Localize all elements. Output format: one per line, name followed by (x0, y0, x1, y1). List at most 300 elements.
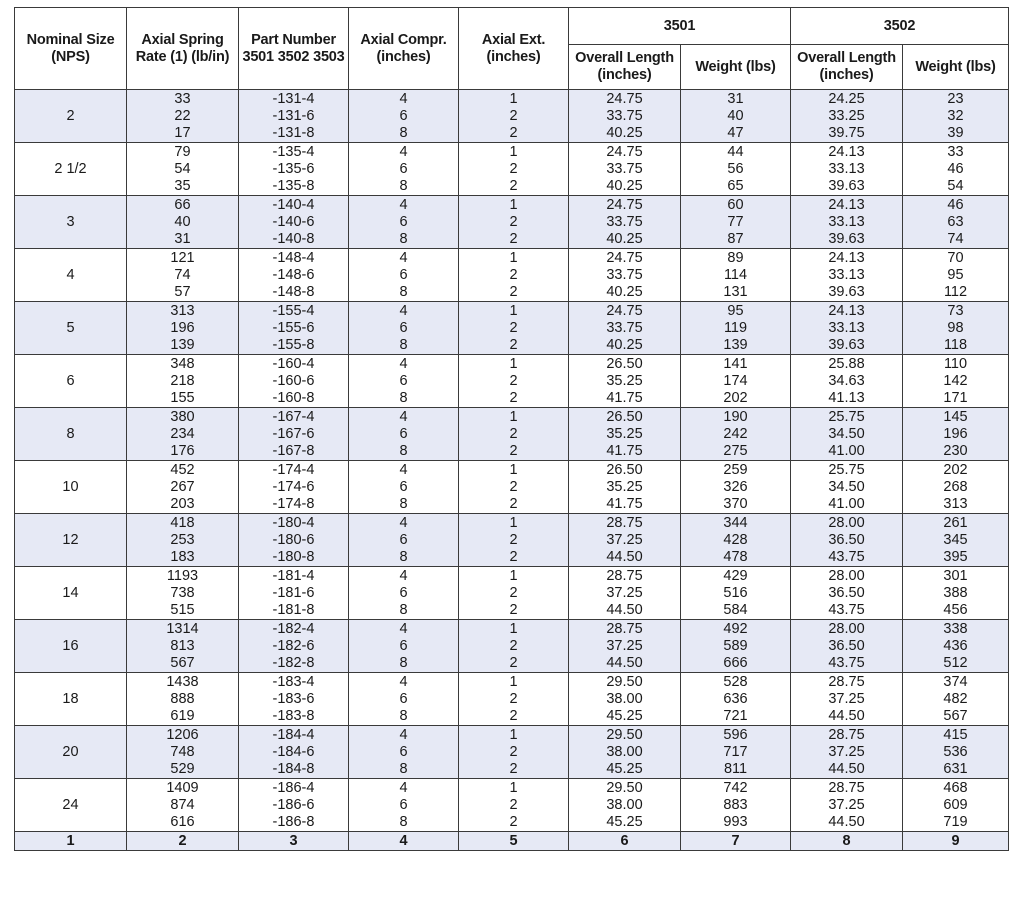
cell-value: 87 (727, 230, 744, 247)
cell-value: 46 (947, 160, 964, 177)
cell-value: 1 (509, 302, 518, 319)
cell-value: 77 (727, 213, 744, 230)
cell-weight-3502 (903, 196, 1009, 249)
cell-value: 4 (399, 408, 408, 425)
header-group-3501: 3501 (569, 8, 791, 45)
cell-weight-3502 (903, 408, 1009, 461)
cell-value: 6 (399, 372, 408, 389)
cell-value: 66 (174, 196, 191, 213)
cell-value: 2 (509, 813, 518, 830)
column-number: 9 (903, 832, 1009, 851)
cell-value: 1438 (166, 673, 199, 690)
column-number: 1 (15, 832, 127, 851)
cell-value: 2 (509, 442, 518, 459)
cell-value: 8 (399, 654, 408, 671)
header-line: Part Number (251, 31, 336, 48)
cell-axial-ext (459, 567, 569, 620)
cell-weight-3501 (681, 726, 791, 779)
cell-value: 596 (723, 726, 748, 743)
cell-value: 44 (727, 143, 744, 160)
cell-value: 36.50 (828, 637, 865, 654)
cell-spring-rate (127, 779, 239, 832)
cell-value: 1 (509, 726, 518, 743)
cell-value: 6 (399, 690, 408, 707)
cell-value: 1314 (166, 620, 199, 637)
cell-value: -184-4 (272, 726, 315, 743)
cell-axial-compr (349, 196, 459, 249)
cell-value: -155-6 (272, 319, 315, 336)
cell-value: 33.75 (606, 213, 643, 230)
cell-value: 2 (509, 283, 518, 300)
cell-value: -131-8 (272, 124, 315, 141)
cell-axial-compr (349, 249, 459, 302)
cell-weight-3501 (681, 143, 791, 196)
header-line: (lb/in) (191, 48, 230, 65)
cell-value: 2 (509, 690, 518, 707)
cell-value: 6 (399, 743, 408, 760)
cell-value: 95 (727, 302, 744, 319)
cell-value: 25.88 (828, 355, 865, 372)
pipe-expansion-spec-table (14, 7, 1009, 851)
cell-value: 119 (723, 319, 748, 336)
cell-value: 43.75 (828, 548, 865, 565)
cell-spring-rate (127, 90, 239, 143)
cell-weight-3502 (903, 249, 1009, 302)
cell-value: 44.50 (606, 654, 643, 671)
cell-weight-3502 (903, 620, 1009, 673)
cell-axial-compr (349, 673, 459, 726)
cell-value: 2 (509, 654, 518, 671)
cell-value: 24.75 (606, 249, 643, 266)
cell-weight-3501 (681, 90, 791, 143)
cell-length-3502 (791, 249, 903, 302)
cell-value: -174-8 (272, 495, 315, 512)
cell-axial-ext (459, 249, 569, 302)
cell-spring-rate (127, 673, 239, 726)
cell-value: 47 (727, 124, 744, 141)
cell-value: 70 (947, 249, 964, 266)
cell-value: 46 (947, 196, 964, 213)
cell-value: 267 (170, 478, 195, 495)
header-line: Axial (481, 31, 516, 48)
cell-value: 428 (723, 531, 748, 548)
cell-value: 338 (943, 620, 968, 637)
cell-value: 39.63 (828, 230, 865, 247)
cell-value: 4 (399, 90, 408, 107)
header-overall-length-3501 (569, 45, 681, 90)
table-row (15, 249, 1009, 302)
cell-value: -174-6 (272, 478, 315, 495)
cell-value: 2 (509, 319, 518, 336)
cell-value: 24.75 (606, 143, 643, 160)
header-line: Compr. (397, 31, 447, 48)
cell-value: 40.25 (606, 177, 643, 194)
cell-axial-ext (459, 673, 569, 726)
cell-value: 8 (399, 283, 408, 300)
cell-value: 1 (509, 355, 518, 372)
cell-value: 54 (947, 177, 964, 194)
cell-value: 24.13 (828, 196, 865, 213)
cell-axial-ext (459, 196, 569, 249)
cell-value: 45.25 (606, 707, 643, 724)
cell-value: 40.25 (606, 336, 643, 353)
cell-value: -167-6 (272, 425, 315, 442)
cell-value: 24.25 (828, 90, 865, 107)
cell-value: 45.25 (606, 813, 643, 830)
cell-value: 242 (723, 425, 748, 442)
cell-axial-compr (349, 620, 459, 673)
cell-value: 24.75 (606, 196, 643, 213)
cell-value: 26.50 (606, 408, 643, 425)
cell-value: 1 (509, 196, 518, 213)
cell-value: 33.75 (606, 266, 643, 283)
cell-value: 8 (399, 813, 408, 830)
cell-value: -181-6 (272, 584, 315, 601)
cell-value: 28.75 (828, 779, 865, 796)
cell-value: 118 (943, 336, 968, 353)
cell-spring-rate (127, 355, 239, 408)
cell-value: 29.50 (606, 726, 643, 743)
cell-value: 139 (170, 336, 195, 353)
cell-weight-3502 (903, 514, 1009, 567)
header-line: 3501 (242, 48, 274, 65)
table-row (15, 673, 1009, 726)
table-row (15, 620, 1009, 673)
cell-value: -180-8 (272, 548, 315, 565)
cell-value: 261 (943, 514, 968, 531)
cell-part-number (239, 196, 349, 249)
cell-value: 874 (170, 796, 195, 813)
cell-value: 2 (509, 478, 518, 495)
cell-value: -186-6 (272, 796, 315, 813)
header-line: (inches) (597, 67, 652, 83)
cell-value: 35.25 (606, 372, 643, 389)
cell-value: 2 (509, 177, 518, 194)
header-line: Ext. (519, 31, 546, 48)
cell-axial-ext (459, 620, 569, 673)
header-line: Weight (695, 58, 743, 75)
cell-value: -160-8 (272, 389, 315, 406)
column-number: 3 (239, 832, 349, 851)
cell-length-3502 (791, 302, 903, 355)
cell-value: -160-4 (272, 355, 315, 372)
cell-value: 4 (399, 567, 408, 584)
cell-value: 6 (399, 266, 408, 283)
cell-weight-3502 (903, 355, 1009, 408)
cell-value: 17 (174, 124, 191, 141)
cell-value: 529 (170, 760, 195, 777)
cell-axial-compr (349, 408, 459, 461)
cell-value: -167-8 (272, 442, 315, 459)
cell-value: 567 (943, 707, 968, 724)
cell-axial-compr (349, 143, 459, 196)
cell-value: -181-8 (272, 601, 315, 618)
cell-value: 8 (399, 495, 408, 512)
cell-value: 4 (399, 355, 408, 372)
cell-value: 4 (399, 726, 408, 743)
cell-value: 28.75 (606, 514, 643, 531)
cell-value: 32 (947, 107, 964, 124)
cell-value: 121 (170, 249, 195, 266)
cell-value: 28.75 (828, 726, 865, 743)
cell-value: 202 (943, 461, 968, 478)
cell-part-number (239, 673, 349, 726)
cell-value: 44.50 (828, 760, 865, 777)
cell-value: 8 (399, 548, 408, 565)
cell-value: 1 (509, 143, 518, 160)
cell-value: 345 (943, 531, 968, 548)
cell-value: 738 (170, 584, 195, 601)
header-line: (NPS) (51, 48, 90, 65)
header-axial-compr (349, 8, 459, 90)
header-line: (inches) (376, 48, 431, 65)
cell-value: 139 (723, 336, 748, 353)
cell-value: 44.50 (828, 707, 865, 724)
header-line: 3503 (313, 48, 345, 65)
cell-value: 37.25 (606, 531, 643, 548)
cell-value: 114 (723, 266, 748, 283)
cell-value: 141 (723, 355, 748, 372)
cell-part-number (239, 408, 349, 461)
cell-value: 41.13 (828, 389, 865, 406)
cell-weight-3501 (681, 620, 791, 673)
header-line: Nominal (26, 31, 83, 48)
cell-value: -182-8 (272, 654, 315, 671)
table-row (15, 514, 1009, 567)
cell-value: 25.75 (828, 408, 865, 425)
cell-value: 313 (943, 495, 968, 512)
cell-value: 313 (170, 302, 195, 319)
cell-length-3501 (569, 620, 681, 673)
cell-value: 719 (943, 813, 968, 830)
cell-value: 2 (509, 266, 518, 283)
cell-value: 56 (727, 160, 744, 177)
column-number: 2 (127, 832, 239, 851)
cell-value: 619 (170, 707, 195, 724)
cell-value: 40 (174, 213, 191, 230)
cell-value: 452 (170, 461, 195, 478)
cell-value: 380 (170, 408, 195, 425)
cell-value: 2 (509, 584, 518, 601)
cell-part-number (239, 90, 349, 143)
cell-nominal-size: 14 (15, 567, 127, 620)
header-axial-ext (459, 8, 569, 90)
cell-value: 2 (509, 531, 518, 548)
cell-value: 631 (943, 760, 968, 777)
cell-value: -183-8 (272, 707, 315, 724)
cell-nominal-size: 20 (15, 726, 127, 779)
cell-value: 344 (723, 514, 748, 531)
cell-axial-ext (459, 408, 569, 461)
cell-value: 8 (399, 177, 408, 194)
cell-value: 2 (509, 548, 518, 565)
cell-value: 1 (509, 249, 518, 266)
cell-value: -180-6 (272, 531, 315, 548)
cell-length-3502 (791, 461, 903, 514)
cell-value: 196 (943, 425, 968, 442)
cell-value: 218 (170, 372, 195, 389)
cell-value: 41.00 (828, 495, 865, 512)
cell-value: 512 (943, 654, 968, 671)
table-row (15, 567, 1009, 620)
cell-value: 131 (723, 283, 748, 300)
cell-value: 44.50 (606, 601, 643, 618)
cell-value: 31 (174, 230, 191, 247)
cell-value: 492 (723, 620, 748, 637)
cell-value: 253 (170, 531, 195, 548)
cell-value: 41.75 (606, 389, 643, 406)
cell-length-3502 (791, 90, 903, 143)
cell-value: 38.00 (606, 743, 643, 760)
cell-value: 28.75 (828, 673, 865, 690)
cell-axial-compr (349, 726, 459, 779)
cell-value: -167-4 (272, 408, 315, 425)
cell-value: 4 (399, 620, 408, 637)
cell-value: 29.50 (606, 779, 643, 796)
cell-spring-rate (127, 726, 239, 779)
cell-value: 44.50 (828, 813, 865, 830)
cell-value: -182-6 (272, 637, 315, 654)
cell-part-number (239, 567, 349, 620)
cell-value: 6 (399, 478, 408, 495)
cell-value: 528 (723, 673, 748, 690)
cell-weight-3502 (903, 567, 1009, 620)
cell-value: 33 (947, 143, 964, 160)
cell-value: 8 (399, 389, 408, 406)
cell-value: 2 (509, 107, 518, 124)
cell-value: -155-4 (272, 302, 315, 319)
cell-value: 2 (509, 372, 518, 389)
cell-value: 259 (723, 461, 748, 478)
cell-value: 4 (399, 779, 408, 796)
cell-axial-ext (459, 461, 569, 514)
cell-value: 8 (399, 601, 408, 618)
cell-value: 2 (509, 425, 518, 442)
cell-weight-3502 (903, 726, 1009, 779)
cell-value: 33.13 (828, 319, 865, 336)
cell-value: 33.75 (606, 160, 643, 177)
cell-value: 36.50 (828, 584, 865, 601)
cell-value: 43.75 (828, 654, 865, 671)
cell-value: 813 (170, 637, 195, 654)
cell-weight-3501 (681, 567, 791, 620)
cell-value: 6 (399, 584, 408, 601)
cell-value: 1 (509, 461, 518, 478)
cell-value: 456 (943, 601, 968, 618)
cell-nominal-size: 12 (15, 514, 127, 567)
cell-value: -155-8 (272, 336, 315, 353)
cell-value: 34.50 (828, 425, 865, 442)
cell-value: 28.00 (828, 620, 865, 637)
cell-value: -183-4 (272, 673, 315, 690)
column-number: 5 (459, 832, 569, 851)
cell-part-number (239, 143, 349, 196)
cell-value: 155 (170, 389, 195, 406)
table-row (15, 196, 1009, 249)
cell-value: 95 (947, 266, 964, 283)
cell-value: 37.25 (828, 743, 865, 760)
cell-axial-ext (459, 355, 569, 408)
cell-length-3501 (569, 302, 681, 355)
cell-value: 29.50 (606, 673, 643, 690)
cell-nominal-size: 6 (15, 355, 127, 408)
table-footer (15, 832, 1009, 851)
cell-value: -182-4 (272, 620, 315, 637)
cell-value: 326 (723, 478, 748, 495)
cell-value: -183-6 (272, 690, 315, 707)
cell-value: -148-8 (272, 283, 315, 300)
cell-spring-rate (127, 249, 239, 302)
cell-value: 24.75 (606, 302, 643, 319)
cell-part-number (239, 302, 349, 355)
cell-value: 1 (509, 673, 518, 690)
cell-length-3502 (791, 567, 903, 620)
cell-value: 202 (723, 389, 748, 406)
cell-value: 748 (170, 743, 195, 760)
cell-value: 74 (174, 266, 191, 283)
cell-value: 8 (399, 230, 408, 247)
cell-value: 41.75 (606, 495, 643, 512)
cell-axial-ext (459, 779, 569, 832)
cell-value: 616 (170, 813, 195, 830)
cell-weight-3501 (681, 196, 791, 249)
cell-value: 40.25 (606, 283, 643, 300)
cell-weight-3501 (681, 673, 791, 726)
header-line: Rate (1) (135, 48, 188, 65)
header-group-3502: 3502 (791, 8, 1009, 45)
cell-value: 584 (723, 601, 748, 618)
cell-value: 174 (723, 372, 748, 389)
cell-value: 2 (509, 389, 518, 406)
cell-value: 589 (723, 637, 748, 654)
column-number: 4 (349, 832, 459, 851)
cell-value: 74 (947, 230, 964, 247)
cell-value: 8 (399, 760, 408, 777)
cell-value: 374 (943, 673, 968, 690)
cell-value: 515 (170, 601, 195, 618)
cell-length-3501 (569, 143, 681, 196)
cell-nominal-size: 2 (15, 90, 127, 143)
column-number-row (15, 832, 1009, 851)
cell-length-3501 (569, 408, 681, 461)
cell-part-number (239, 461, 349, 514)
cell-value: 34.50 (828, 478, 865, 495)
cell-weight-3501 (681, 461, 791, 514)
header-line: Axial (141, 31, 176, 48)
cell-value: 39.63 (828, 283, 865, 300)
cell-value: 567 (170, 654, 195, 671)
cell-value: 348 (170, 355, 195, 372)
cell-value: 4 (399, 196, 408, 213)
cell-value: 31 (727, 90, 744, 107)
cell-value: 742 (723, 779, 748, 796)
cell-value: 39.63 (828, 177, 865, 194)
cell-value: 4 (399, 302, 408, 319)
cell-value: 2 (509, 760, 518, 777)
cell-value: 468 (943, 779, 968, 796)
cell-nominal-size: 10 (15, 461, 127, 514)
cell-weight-3502 (903, 143, 1009, 196)
cell-value: 6 (399, 425, 408, 442)
cell-part-number (239, 620, 349, 673)
cell-value: 993 (723, 813, 748, 830)
header-line: (inches) (819, 67, 874, 83)
cell-value: 39.63 (828, 336, 865, 353)
header-overall-length-3502 (791, 45, 903, 90)
cell-length-3502 (791, 726, 903, 779)
cell-length-3502 (791, 355, 903, 408)
cell-value: 811 (723, 760, 748, 777)
